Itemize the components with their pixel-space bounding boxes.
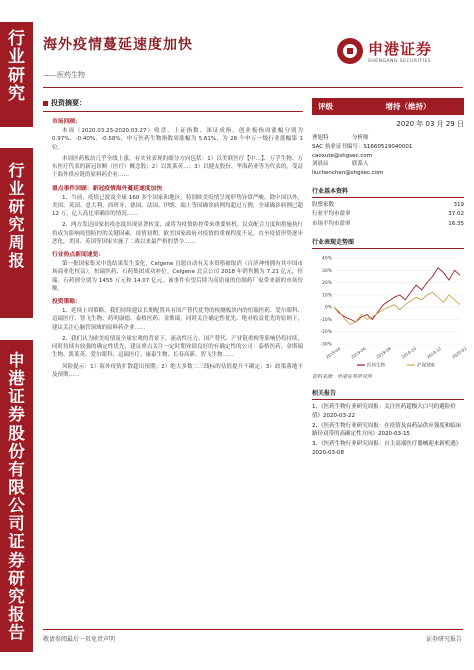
analyst-value: 联系人: [352, 161, 369, 168]
analyst-value: 分析师: [352, 135, 369, 141]
logo-name-cn: 申港证券: [368, 40, 433, 58]
basic-info-key: 行业平均市盈率: [312, 211, 351, 218]
header-divider: [43, 87, 463, 88]
market-paragraph-2: 本周医药板块几乎全线上涨，有实业表现的细分方向包括：1）以美联医疗【中…】、万孚生物、万东医疗代表的新冠诊断（医疗）概念股；2）以凯莱英…；3）以健友股份、华海药业等为代表的，受益于海外供应链的原料药企业……: [52, 155, 303, 179]
y-tick-label: -20%: [320, 330, 332, 336]
focus-paragraph-2: 2、两方发达国家抗疫态度出现显著转变，或将为疫情防控带来重要转机。民众配合力度和措施执行将成为影响疫情防控的关键因素。疫情初期，欧美国家政府对疫情的重视程度不足，直至疫情形势逐步恶化，美国、英国等国家实施了二战以来最严格的禁令……: [52, 222, 303, 245]
analyst-field: SAC 执业证书编号：: [312, 143, 364, 150]
basic-info-row: [312, 220, 464, 229]
invest-paragraph-3: 风险提示：1）海外疫情扩散超出预期；2）绝大多数二三线标的估值提升不确定；3）政策落地不及预期……: [52, 363, 303, 378]
focus-heading: 重点事件回顾：新冠疫情海外蔓延速度加快: [52, 185, 163, 192]
logo-mark-icon: [337, 38, 363, 64]
sidebar-char: 证: [8, 532, 25, 552]
sidebar-char: 司: [8, 514, 25, 534]
rating-label: 评级: [318, 102, 333, 111]
market-heading: 市场回顾：: [52, 119, 81, 125]
rating-bar: [312, 98, 464, 115]
rating-value: 增持（维持）: [385, 102, 431, 111]
sidebar-char: 申: [8, 351, 25, 370]
x-tick-label: 2019-10: [400, 345, 418, 360]
sidebar-char: 告: [8, 623, 25, 643]
analyst-value: [372, 152, 464, 161]
analyst-field: caoxute@shgsec.com: [312, 152, 372, 159]
y-tick-label: -30%: [320, 342, 332, 348]
sidebar-char: 报: [8, 604, 25, 624]
basic-info-row: [312, 210, 464, 219]
basic-info-heading: 行业基本资料: [312, 186, 464, 198]
y-tick-label: 20%: [321, 281, 332, 287]
x-tick-label: 2019-12: [425, 345, 443, 360]
related-report-link[interactable]: 3、《医药生物行业研究周报：自主高端医疗器械迎来新机遇》2020-03-08: [312, 441, 462, 456]
sidebar-tag-industry-research: [0, 22, 33, 127]
legend-label: 沪深300: [417, 363, 435, 369]
analyst-row: [312, 160, 464, 169]
analyst-row: [312, 143, 464, 152]
invest-heading: 投资策略：: [52, 299, 81, 305]
chart-source: 资料来源：申港证券研究所: [312, 374, 373, 381]
company-logo: [337, 38, 432, 64]
sidebar-char: 有: [8, 459, 25, 479]
x-tick-label: 2019-06: [350, 345, 367, 360]
x-tick-label: 2019-08: [375, 345, 392, 360]
related-report-link[interactable]: 2、《医药生物行业研究周报：在疫情及由药品供应强度和临床路径双带的高确定性方向》2020-03-15: [312, 422, 462, 438]
sidebar-char: 份: [8, 441, 25, 461]
logo-name-en: SHENGANG SECURITIES: [368, 59, 432, 64]
sidebar-char: 周: [8, 232, 25, 252]
analyst-field: 刘晨辰: [312, 161, 329, 168]
sidebar-tag-company: [0, 340, 33, 652]
summary-heading: 投资摘要：: [43, 98, 303, 108]
chart-section: [312, 237, 468, 381]
market-paragraph-1: 本周（2020.03.23-2020.03.27）收盘，上证指数、深证成指、创业板指周涨幅分别为 0.97%、-0.40%、-0.58%，申万医药生物指数周涨幅为 5.61%，为 28 个申万一级行业涨幅第 1 位。: [52, 128, 303, 151]
news-heading: 行业热点新闻速览：: [52, 252, 105, 258]
analyst-value: [383, 169, 464, 178]
x-tick-label: 2020-02: [450, 345, 468, 360]
sidebar-char: 券: [8, 405, 25, 425]
sidebar: [0, 0, 33, 670]
footer-divider: [43, 629, 463, 630]
report-date: 2020 年 03 月 29 日: [396, 120, 464, 128]
sidebar-char: 券: [8, 550, 25, 570]
basic-info-value: 37.02: [448, 211, 464, 218]
analyst-row: [312, 169, 464, 178]
legend-label: 医药生物: [367, 363, 385, 369]
right-column: [312, 98, 468, 459]
y-tick-label: 40%: [321, 256, 332, 262]
chart-heading: 行业表现走势图: [312, 237, 464, 249]
basic-info-section: [312, 186, 464, 229]
related-heading: 相关报告: [312, 388, 464, 400]
y-tick-label: -10%: [320, 317, 332, 323]
analyst-value: S1660519040001: [363, 143, 413, 150]
sidebar-char: 究: [8, 214, 25, 234]
basic-info-value: 319: [453, 201, 464, 208]
sidebar-char: 业: [8, 47, 25, 68]
related-section: [312, 388, 464, 458]
x-tick-label: 2019-04: [324, 345, 342, 360]
sidebar-char: 究: [8, 84, 25, 105]
sidebar-char: 股: [8, 423, 25, 443]
basic-info-key: 市场平均市盈率: [312, 220, 351, 227]
sidebar-char: 行: [8, 29, 25, 49]
sidebar-char: 港: [8, 369, 25, 389]
basic-info-key: 股票家数: [312, 201, 335, 208]
news-paragraph-1: 第一批国家集采中选结果发生变化，Celgene 自愿自动有关本资格被取消（百济神州拥有其中国市场商业化权益）。恒瑞医药、石药集团成功补位。Celgene 北京公司 2018 年销售额为 7.21 亿元，恒瑞、石药则分别为 1455 万元和 14.07 亿元，该事件有望后续为高质量的仿制药厂家带来新的市场份额。: [52, 261, 303, 292]
analyst-row: [312, 152, 464, 161]
main-content: [43, 98, 303, 382]
sidebar-char: 研: [8, 568, 25, 588]
sidebar-char: 行: [8, 161, 25, 180]
focus-paragraph-1: 1、当前，疫情已波及全球 160 多个国家和地区，特别欧美疫情呈现形势异常严峻，除中国以外，美国、英国、意大利、西班牙、德国、法国、伊朗、瑞士等国确诊病例均超过万例，全球确诊病例已超 12 万，亿人高比率确诊的情况……: [52, 194, 303, 217]
analyst-field: 曹旭特: [312, 135, 329, 141]
analyst-info: [312, 134, 464, 178]
analyst-field: liuchenchen@shgsec.com: [312, 170, 384, 177]
basic-info-row: [312, 201, 464, 210]
sidebar-char: 业: [8, 178, 25, 198]
sidebar-char: 限: [8, 477, 25, 497]
sidebar-tag-weekly-report: [0, 148, 33, 318]
report-subtitle: ——医药生物: [43, 71, 85, 79]
report-title: 海外疫情蔓延速度加快: [43, 37, 193, 53]
related-report-link[interactable]: 1、《医药生物行业研究周报：关注医药超级大白马的避险价值》2020-03-22: [312, 404, 456, 419]
sidebar-char: 研: [8, 196, 25, 216]
y-tick-label: 10%: [321, 293, 332, 299]
y-tick-label: 30%: [321, 268, 332, 274]
analyst-row: [312, 134, 464, 143]
sidebar-char: 研: [8, 65, 25, 86]
sidebar-char: 证: [8, 387, 25, 407]
footer-label: 证券研究报告: [425, 636, 462, 643]
invest-paragraph-1: 1、延续上周策略，我们持续建议长期配置具有国产替代优势的检测板块内的恒瑞医药、爱尔眼科、迈瑞医疗、智飞生物、药明康德、泰格医药、金斯瑞，同时关注确定性优先、绝对收益优先的原则下，建议关注心脑管领域的原料药企业……: [52, 308, 303, 331]
y-tick-label: 0%: [324, 305, 332, 311]
footer-disclaimer: 敬请参阅最后一页免责声明: [43, 636, 116, 643]
performance-chart: [312, 252, 468, 369]
sidebar-char: 公: [8, 496, 25, 516]
sidebar-char: 究: [8, 586, 25, 606]
sidebar-char: 报: [8, 250, 25, 270]
basic-info-value: 16.35: [448, 220, 464, 227]
invest-paragraph-2: 2、我们认为欧美疫情及全球宏观的背景下，流动性压力、国产替代、产业链重构等影响仍将持续，同时持续有较强的确定性优先，建议重点关注一定时期业绩良好的有确定性的公司：泰格医药、金斯瑞生物、凯莱英、爱尔眼科、迈瑞医疗、康泰生物、长春高新、智飞生物……: [52, 335, 303, 359]
summary-divider: [43, 111, 303, 112]
